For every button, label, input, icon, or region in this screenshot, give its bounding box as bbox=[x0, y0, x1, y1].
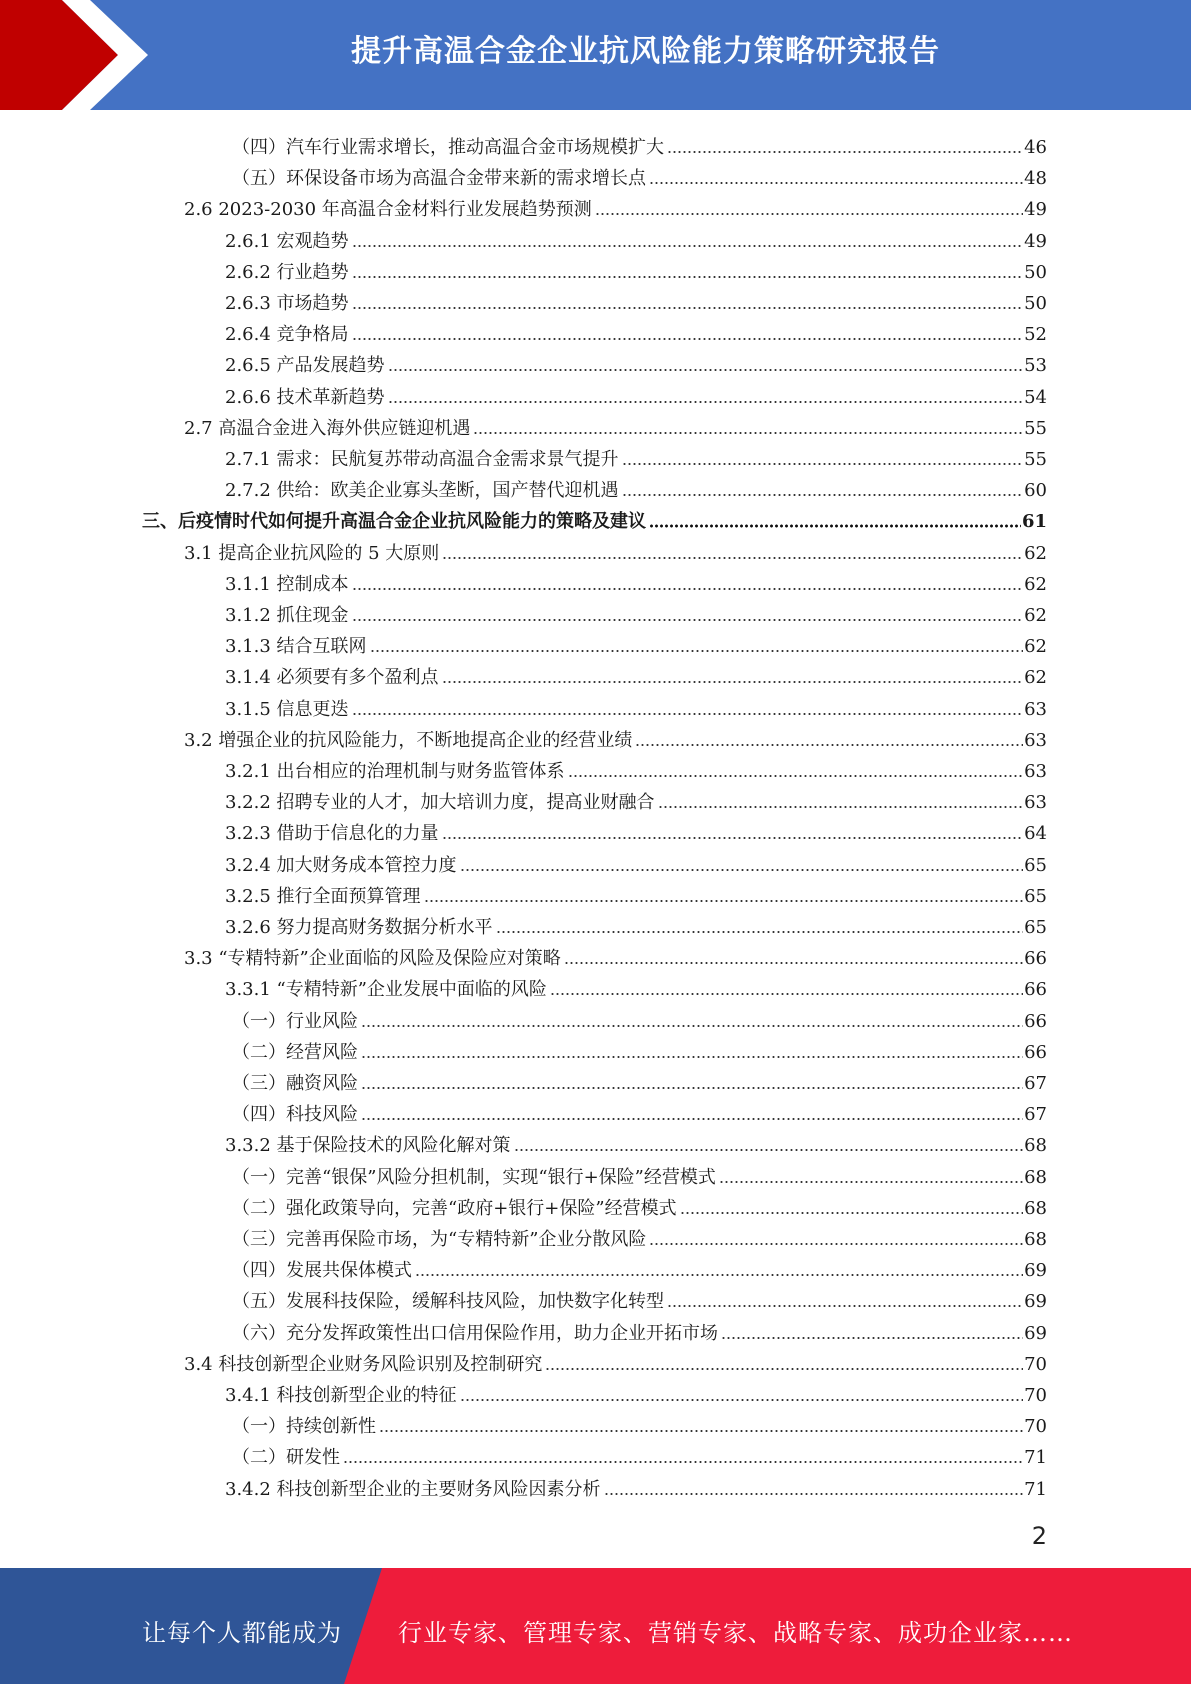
toc-entry[interactable] bbox=[232, 1314, 1047, 1345]
toc-entry-page: 54 bbox=[1024, 386, 1047, 408]
header-band bbox=[0, 0, 1191, 110]
toc-entry-label: 3.1.5 信息更迭 bbox=[225, 698, 349, 720]
toc-entry-page: 66 bbox=[1024, 1010, 1047, 1032]
toc-dot-leader bbox=[721, 1335, 1023, 1341]
toc-entry-page: 64 bbox=[1024, 823, 1047, 845]
toc-dot-leader bbox=[622, 492, 1024, 498]
toc-entry[interactable] bbox=[225, 565, 1047, 596]
toc-entry[interactable] bbox=[225, 222, 1047, 253]
toc-entry-page: 50 bbox=[1024, 261, 1047, 283]
toc-entry-label: 2.6 2023-2030 年高温合金材料行业发展趋势预测 bbox=[184, 199, 592, 221]
toc-entry-label: 3.2.6 努力提高财务数据分析水平 bbox=[225, 917, 493, 938]
toc-entry-label: 3.1.4 必须要有多个盈利点 bbox=[225, 667, 439, 689]
toc-entry[interactable] bbox=[225, 846, 1047, 877]
toc-entry-page: 65 bbox=[1024, 854, 1047, 876]
toc-entry-label: （一）行业风险 bbox=[232, 1010, 358, 1032]
toc-entry[interactable] bbox=[232, 1033, 1047, 1064]
toc-entry-page: 62 bbox=[1024, 605, 1047, 626]
toc-dot-leader bbox=[352, 336, 1024, 342]
toc-entry-label: 3.2.1 出台相应的治理机制与财务监管体系 bbox=[225, 761, 565, 782]
toc-dot-leader bbox=[460, 1397, 1024, 1403]
toc-entry-page: 71 bbox=[1024, 1447, 1047, 1469]
toc-dot-leader bbox=[352, 243, 1024, 249]
toc-entry-label: 3.1 提高企业抗风险的 5 大原则 bbox=[184, 542, 440, 564]
footer-slogan-right: 行业专家、管理专家、营销专家、战略专家、成功企业家…… bbox=[398, 1619, 1073, 1647]
toc-dot-leader bbox=[442, 679, 1024, 685]
toc-entry[interactable] bbox=[232, 128, 1047, 159]
toc-entry-page: 63 bbox=[1024, 792, 1047, 814]
toc-entry-page: 70 bbox=[1024, 1353, 1047, 1375]
toc-entry-label: （三）融资风险 bbox=[232, 1073, 358, 1094]
toc-entry[interactable] bbox=[184, 721, 1047, 752]
toc-entry-label: 三、后疫情时代如何提升高温合金企业抗风险能力的策略及建议 bbox=[142, 511, 646, 533]
toc-entry-page: 68 bbox=[1024, 1229, 1047, 1250]
toc-entry-label: 3.2.2 招聘专业的人才，加大培训力度，提高业财融合 bbox=[225, 792, 655, 814]
toc-dot-leader bbox=[442, 835, 1024, 841]
toc-dot-leader bbox=[361, 1116, 1023, 1122]
toc-entry-label: 3.4 科技创新型企业财务风险识别及控制研究 bbox=[184, 1353, 543, 1375]
toc-entry-label: 2.6.6 技术革新趋势 bbox=[225, 386, 385, 408]
toc-entry[interactable] bbox=[184, 409, 1047, 440]
toc-dot-leader bbox=[379, 1428, 1023, 1434]
toc-entry-label: （三）完善再保险市场，为“专精特新”企业分散风险 bbox=[232, 1229, 647, 1250]
toc-entry-page: 55 bbox=[1024, 417, 1047, 439]
toc-entry-label: 3.4.2 科技创新型企业的主要财务风险因素分析 bbox=[225, 1478, 601, 1500]
toc-entry-label: 3.2.3 借助于信息化的力量 bbox=[225, 823, 439, 845]
toc-entry-page: 65 bbox=[1024, 917, 1047, 938]
toc-entry-page: 49 bbox=[1024, 230, 1047, 252]
toc-entry-label: 2.6.5 产品发展趋势 bbox=[225, 355, 385, 377]
toc-entry-label: 2.7 高温合金进入海外供应链迎机遇 bbox=[184, 417, 471, 439]
toc-entry[interactable] bbox=[184, 534, 1047, 565]
toc-entry[interactable] bbox=[232, 1407, 1047, 1438]
toc-entry-page: 62 bbox=[1024, 542, 1047, 564]
toc-entry-page: 69 bbox=[1024, 1322, 1047, 1344]
toc-dot-leader bbox=[352, 274, 1024, 280]
toc-entry-label: （一）完善“银保”风险分担机制，实现“银行+保险”经营模式 bbox=[232, 1166, 716, 1188]
toc-entry-label: 3.1.3 结合互联网 bbox=[225, 636, 367, 658]
page-number: 2 bbox=[1031, 1522, 1047, 1550]
toc-entry[interactable] bbox=[225, 315, 1047, 346]
toc-entry-page: 66 bbox=[1024, 979, 1047, 1001]
toc-dot-leader bbox=[361, 1023, 1023, 1029]
toc-entry-label: 3.3.1 “专精特新”企业发展中面临的风险 bbox=[225, 979, 547, 1001]
toc-entry-label: 3.2.4 加大财务成本管控力度 bbox=[225, 854, 457, 876]
toc-entry-page: 69 bbox=[1024, 1291, 1047, 1313]
toc-entry[interactable] bbox=[232, 1220, 1047, 1251]
toc-entry[interactable] bbox=[225, 658, 1047, 689]
toc-entry[interactable] bbox=[184, 939, 1047, 970]
toc-entry-page: 68 bbox=[1024, 1166, 1047, 1188]
toc-dot-leader bbox=[550, 991, 1023, 997]
footer-slogan-left: 让每个人都能成为 bbox=[142, 1619, 342, 1647]
toc-entry-page: 63 bbox=[1024, 761, 1047, 782]
toc-dot-leader bbox=[514, 1147, 1024, 1153]
toc-entry[interactable] bbox=[232, 1438, 1047, 1469]
toc-entry[interactable] bbox=[225, 378, 1047, 409]
toc-entry-page: 68 bbox=[1024, 1197, 1047, 1219]
toc-dot-leader bbox=[635, 742, 1023, 748]
toc-entry-label: 3.3 “专精特新”企业面临的风险及保险应对策略 bbox=[184, 948, 561, 970]
toc-entry-label: （四）发展共保体模式 bbox=[232, 1260, 412, 1282]
toc-dot-leader bbox=[473, 430, 1023, 436]
toc-dot-leader bbox=[595, 211, 1023, 217]
toc-dot-leader bbox=[370, 648, 1024, 654]
toc-entry-label: （二）强化政策导向，完善“政府+银行+保险”经营模式 bbox=[232, 1197, 677, 1219]
toc-dot-leader bbox=[388, 367, 1024, 373]
toc-entry[interactable] bbox=[225, 752, 1047, 783]
toc-entry[interactable] bbox=[142, 502, 1047, 533]
toc-entry-label: （六）充分发挥政策性出口信用保险作用，助力企业开拓市场 bbox=[232, 1322, 718, 1344]
toc-dot-leader bbox=[352, 586, 1024, 592]
toc-entry-page: 50 bbox=[1024, 293, 1047, 314]
toc-entry-page: 62 bbox=[1024, 667, 1047, 689]
toc-dot-leader bbox=[415, 1272, 1023, 1278]
toc-entry-label: 2.6.3 市场趋势 bbox=[225, 293, 349, 314]
toc-dot-leader bbox=[424, 898, 1024, 904]
toc-dot-leader bbox=[442, 555, 1023, 561]
toc-entry[interactable] bbox=[225, 1126, 1047, 1157]
toc-entry[interactable] bbox=[225, 627, 1047, 658]
toc-entry[interactable] bbox=[225, 1376, 1047, 1407]
toc-entry[interactable] bbox=[225, 253, 1047, 284]
toc-dot-leader bbox=[649, 1241, 1023, 1247]
toc-entry-page: 61 bbox=[1021, 511, 1047, 533]
toc-entry[interactable] bbox=[232, 1158, 1047, 1189]
toc-dot-leader bbox=[361, 1085, 1023, 1091]
toc-entry-page: 66 bbox=[1024, 948, 1047, 970]
toc-dot-leader bbox=[388, 399, 1024, 405]
toc-entry[interactable] bbox=[225, 690, 1047, 721]
toc-entry[interactable] bbox=[225, 346, 1047, 377]
toc-entry-label: 2.7.2 供给：欧美企业寡头垄断，国产替代迎机遇 bbox=[225, 480, 619, 502]
toc-entry[interactable] bbox=[232, 1189, 1047, 1220]
toc-entry-page: 52 bbox=[1024, 324, 1047, 346]
toc-entry-page: 49 bbox=[1024, 199, 1047, 221]
toc-entry-label: （一）持续创新性 bbox=[232, 1416, 376, 1438]
toc-entry-label: 3.2 增强企业的抗风险能力，不断地提高企业的经营业绩 bbox=[184, 729, 633, 751]
toc-entry[interactable] bbox=[225, 783, 1047, 814]
toc-entry-page: 63 bbox=[1024, 698, 1047, 720]
toc-dot-leader bbox=[496, 929, 1024, 935]
toc-entry[interactable] bbox=[232, 1282, 1047, 1313]
toc-entry[interactable] bbox=[225, 908, 1047, 939]
toc-dot-leader bbox=[649, 523, 1021, 529]
toc-entry-label: （五）环保设备市场为高温合金带来新的需求增长点 bbox=[232, 168, 646, 190]
toc-dot-leader bbox=[545, 1366, 1023, 1372]
toc-entry-label: 3.3.2 基于保险技术的风险化解对策 bbox=[225, 1135, 511, 1157]
toc-entry[interactable] bbox=[225, 1470, 1047, 1501]
footer-band bbox=[0, 1568, 1191, 1684]
toc-entry[interactable] bbox=[232, 1002, 1047, 1033]
toc-dot-leader bbox=[361, 1054, 1023, 1060]
toc-entry-page: 60 bbox=[1024, 480, 1047, 502]
document-title: 提升高温合金企业抗风险能力策略研究报告 bbox=[351, 34, 940, 69]
red-chevron-icon bbox=[0, 0, 160, 110]
toc-entry[interactable] bbox=[232, 159, 1047, 190]
toc-entry-page: 71 bbox=[1024, 1478, 1047, 1500]
toc-entry-label: （二）经营风险 bbox=[232, 1041, 358, 1063]
toc-entry[interactable] bbox=[225, 284, 1047, 315]
toc-entry[interactable] bbox=[225, 471, 1047, 502]
toc-entry-page: 69 bbox=[1024, 1260, 1047, 1282]
toc-dot-leader bbox=[649, 180, 1023, 186]
toc-entry[interactable] bbox=[184, 190, 1047, 221]
toc-entry-label: 2.7.1 需求：民航复苏带动高温合金需求景气提升 bbox=[225, 449, 619, 470]
toc-entry-page: 68 bbox=[1024, 1135, 1047, 1157]
toc-dot-leader bbox=[352, 305, 1024, 311]
toc-entry[interactable] bbox=[225, 814, 1047, 845]
toc-entry-page: 62 bbox=[1024, 636, 1047, 658]
toc-dot-leader bbox=[667, 1303, 1023, 1309]
toc-entry-label: （五）发展科技保险，缓解科技风险，加快数字化转型 bbox=[232, 1291, 664, 1313]
toc-entry-page: 63 bbox=[1024, 729, 1047, 751]
toc-dot-leader bbox=[667, 149, 1023, 155]
toc-entry-label: 2.6.1 宏观趋势 bbox=[225, 230, 349, 252]
toc-entry-page: 55 bbox=[1024, 449, 1047, 470]
toc-dot-leader bbox=[622, 461, 1024, 467]
toc-entry-label: 3.2.5 推行全面预算管理 bbox=[225, 885, 421, 907]
toc-entry-page: 53 bbox=[1024, 355, 1047, 377]
toc-entry[interactable] bbox=[225, 596, 1047, 627]
toc-entry-label: 3.1.1 控制成本 bbox=[225, 573, 349, 595]
toc-entry-page: 46 bbox=[1024, 137, 1047, 158]
toc-dot-leader bbox=[680, 1210, 1024, 1216]
toc-entry-label: （四）科技风险 bbox=[232, 1104, 358, 1126]
toc-entry-page: 62 bbox=[1024, 573, 1047, 595]
toc-entry-label: 3.1.2 抓住现金 bbox=[225, 605, 349, 626]
toc-entry-page: 65 bbox=[1024, 885, 1047, 907]
toc-dot-leader bbox=[564, 960, 1023, 966]
toc-dot-leader bbox=[568, 773, 1024, 779]
toc-dot-leader bbox=[460, 867, 1024, 873]
toc-entry-page: 66 bbox=[1024, 1041, 1047, 1063]
toc-dot-leader bbox=[352, 617, 1024, 623]
toc-entry-label: （二）研发性 bbox=[232, 1447, 340, 1469]
toc-entry-page: 67 bbox=[1024, 1073, 1047, 1094]
toc-entry[interactable] bbox=[225, 970, 1047, 1001]
toc-entry[interactable] bbox=[184, 1345, 1047, 1376]
toc-entry[interactable] bbox=[232, 1064, 1047, 1095]
toc-entry-label: 3.4.1 科技创新型企业的特征 bbox=[225, 1385, 457, 1406]
toc-entry-page: 70 bbox=[1024, 1385, 1047, 1406]
toc-entry-page: 70 bbox=[1024, 1416, 1047, 1438]
toc-entry[interactable] bbox=[225, 440, 1047, 471]
toc-dot-leader bbox=[719, 1179, 1023, 1185]
toc-dot-leader bbox=[658, 804, 1024, 810]
toc-entry-label: 2.6.4 竞争格局 bbox=[225, 324, 349, 346]
toc-dot-leader bbox=[343, 1459, 1023, 1465]
toc-entry[interactable] bbox=[232, 1095, 1047, 1126]
toc-entry[interactable] bbox=[225, 877, 1047, 908]
toc-entry-page: 48 bbox=[1024, 168, 1047, 190]
toc-entry-label: （四）汽车行业需求增长，推动高温合金市场规模扩大 bbox=[232, 137, 664, 158]
toc-entry[interactable] bbox=[232, 1251, 1047, 1282]
toc-entry-page: 67 bbox=[1024, 1104, 1047, 1126]
toc-entry-label: 2.6.2 行业趋势 bbox=[225, 261, 349, 283]
toc-dot-leader bbox=[352, 711, 1024, 717]
toc-dot-leader bbox=[604, 1491, 1024, 1497]
